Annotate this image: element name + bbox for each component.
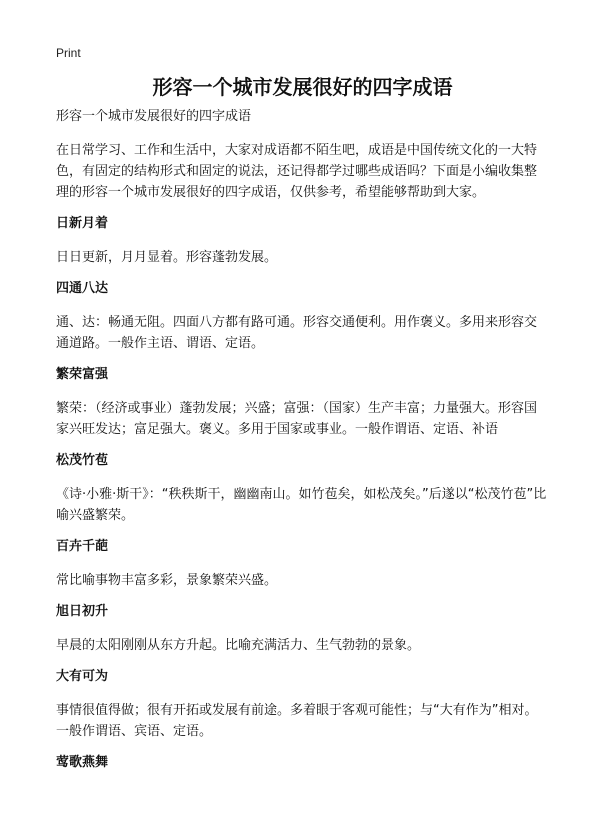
idiom-term: 四通八达 (56, 281, 109, 296)
intro-paragraph: 在日常学习、工作和生活中，大家对成语都不陌生吧，成语是中国传统文化的一大特色，有固定的结构形式和固定的说法，还记得都学过哪些成语吗？下面是小编收集整理的形容一个城市发展很好的四字成语，仅供参考，希望能够帮助到大家。 (56, 143, 538, 200)
idiom-definition: 通、达：畅通无阻。四面八方都有路可通。形容交通便利。用作褒义。多用来形容交通道路。一般作主语、谓语、定语。 (56, 315, 538, 351)
idiom-term: 繁荣富强 (56, 367, 109, 382)
page-title: 形容一个城市发展很好的四字成语 (152, 75, 453, 99)
idiom-definition: 常比喻事物丰富多彩，景象繁荣兴盛。 (56, 573, 278, 588)
idiom-term: 大有可为 (56, 669, 109, 684)
idiom-term: 日新月着 (56, 216, 109, 231)
idiom-term: 莺歌燕舞 (56, 755, 109, 770)
print-link[interactable]: Print (56, 46, 81, 60)
document-subtitle: 形容一个城市发展很好的四字成语 (56, 109, 252, 124)
idiom-term: 松茂竹苞 (56, 453, 109, 468)
idiom-term: 百卉千葩 (56, 539, 109, 554)
idiom-definition: 事情很值得做；很有开拓或发展有前途。多着眼于客观可能性；与“大有作为”相对。一般作谓语、宾语、定语。 (56, 703, 538, 739)
idiom-definition: 早晨的太阳刚刚从东方升起。比喻充满活力、生气勃勃的景象。 (56, 638, 421, 653)
idiom-definition: 繁荣：（经济或事业）蓬勃发展；兴盛；富强：（国家）生产丰富；力量强大。形容国家兴旺发达；富足强大。褒义。多用于国家或事业。一般作谓语、定语、补语 (56, 401, 538, 437)
idiom-definition: 日日更新，月月显着。形容蓬勃发展。 (56, 250, 278, 265)
idiom-definition: 《诗·小雅·斯干》：“秩秩斯干，幽幽南山。如竹苞矣，如松茂矣。”后遂以“松茂竹苞”比喻兴盛繁荣。 (56, 487, 547, 523)
idiom-term: 旭日初升 (56, 604, 109, 619)
